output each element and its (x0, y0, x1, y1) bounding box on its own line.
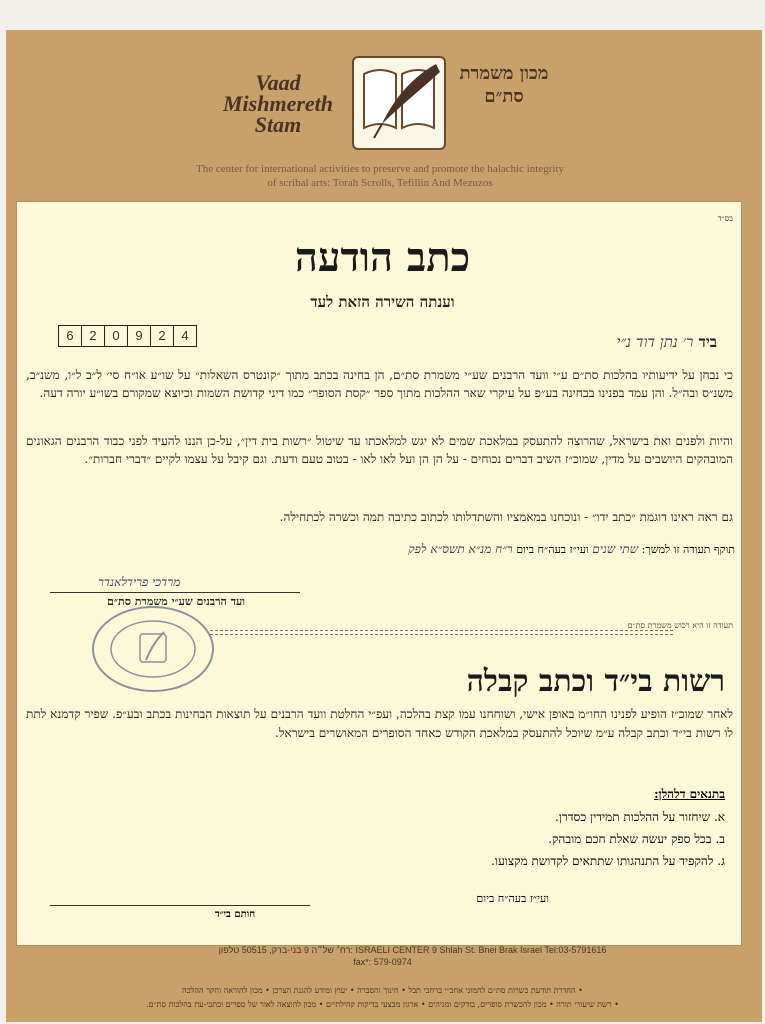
conditions-list (200, 806, 725, 872)
rabbinical-stamp-icon (92, 606, 214, 692)
address-english: ISRAELI CENTER 9 Shlah St. Bnei Brak Israel Tel:03-5791616 (355, 945, 607, 955)
address-hebrew: רח׳ של״ה 9 בני-ברק, 50515 טלפון: (218, 945, 353, 955)
serial-number (58, 325, 197, 347)
serial-digit: 2 (150, 326, 173, 346)
validity-period-handwritten: שתי שנים (592, 542, 639, 556)
serial-digit: 9 (127, 326, 150, 346)
certificate-title: כתב הודעה (294, 234, 471, 281)
court-signature-line (50, 905, 310, 906)
court-sign-line: ועי״ז בעה״ח ביום (476, 892, 549, 905)
certificate-subtitle: וענתה השירה הזאת לעד (310, 293, 455, 311)
recipient-line (617, 333, 717, 352)
paragraph-examination: כי נבחן על ידיעותיו בהלכות סת״ם ע״י וועד הרבנים שע״י משמרת סת״ם, הן בחינה בכתב מתוך ״קונטרס השאלות״ על שו״ע או״ח סי׳ ל״ב ל״ו, משנ״ב, משנ״ס ובה״ל. והן עמד בפנינו בבחינה בע״פ על עיקרי שאר ההלכות מתוך ספר ״קסת הסופר״ כמו דיני קדושת השמות וכיוצא שמקורם בשו״ע יורה דעה. (26, 368, 733, 400)
by-label: ביד (698, 333, 717, 351)
address-line (120, 945, 705, 955)
recipient-name-handwritten: ר׳ נתן דוד נ״י (616, 333, 694, 351)
footer-activities-1: • החדרת תודעת כשרות סת״ם להמוני אחב״י ברחבי תבל • חינוך והסברה • יעוץ ומידע להגנת הצרכן • מכון להוראה וחקר ההלכה (182, 986, 583, 995)
signature-handwritten: מרדכי פרידלאנדר (98, 575, 181, 589)
condition-item: א. שיחזור על ההלכות תמידין כסדרן. (554, 810, 725, 824)
validity-line (198, 542, 735, 557)
condition-item: ג. להקפיד על התנהגותו שתתאים לקדושת מקצועו. (491, 854, 725, 868)
serial-digit: 2 (81, 326, 104, 346)
signature-line (50, 592, 300, 593)
tagline-line-1: The center for international activities to preserve and promote the halachic integrity (195, 163, 565, 175)
court-seal-label: חותם בי״ד (214, 909, 256, 920)
footer-activities-2: • רשת שיעורי תורה • מכון להכשרת סופרים, בודקים ומגיהים • ארגון מבצעי בדיקות קהילתיים • מכון להוצאה לאור של ספרים וכתבי-עת בהלכות סת״ם. (146, 1000, 619, 1009)
fax-line: fax*: 579-0974 (353, 957, 412, 967)
paragraph-handwriting: גם ראה ראינו דוגמת ״כתב ידו״ - ונוכחנו במאמציו והשתדלותו לכתוב כתיבה תמה וכשרה לכתחילה. (279, 510, 733, 524)
serial-digit: 4 (173, 326, 196, 346)
validity-mid: ועי״ז בעה״ח ביום (516, 543, 589, 556)
logo-hebrew: מכון משמרת סת״ם (459, 63, 549, 107)
paragraph-authorization: לאחר שמוכ״ז הופיע לפנינו החו״מ באופן אישי, ושוחחנו עמו קצת בהלכה, ועפ״י החלטת וועד הרבנים על תוצאות הבחינות בכתב ובע״פ. שפיר קדמנא לתת לו רשות בי״ד וכתב קבלה ע״מ שיוכל להתעסק במלאכת הקודש כאחד הסופרים המאושרים בישראל. (26, 707, 734, 740)
bsd-mark: בס״ד (717, 214, 733, 223)
tagline (150, 162, 610, 190)
property-note: תעודה זו היא רכוש משמרת סת״ם (627, 621, 733, 630)
validity-date-handwritten: ר״ח מנ״א תשס״א לפק (408, 542, 513, 556)
signature-label: ועד הרבנים שע״י משמרת סת״ם (106, 595, 246, 608)
authorization-title: רשות בי״ד וכתב קבלה (466, 664, 725, 699)
tagline-line-2: of scribal arts: Torah Scrolls, Tefillin And Mezuzos (267, 177, 493, 189)
paragraph-testimony: והיות ולפנים ואת בישראל, שהרוצה להתעסק במלאכת שמים לא יגש למלאכתו עד שיטול ״רשות בית דין״, על-כן הננו להעיד לפני כבוד הרבנים הגאונים המובהקים היושבים על מדין, שמוכ״ז השיב דברים נכוחים - על הן הן ועל לאו לאו - בטוב טעם ודעת. וגם קיבל על עצמו לקיים ״דברי חברות״. (26, 434, 733, 466)
section-divider (210, 630, 673, 635)
serial-digit: 0 (104, 326, 127, 346)
serial-digit: 6 (66, 328, 74, 343)
quill-logo-icon (352, 56, 446, 150)
condition-item: ב. בכל ספק יעשה שאלת חכם מובהק. (548, 832, 725, 846)
conditions-heading: בתנאים דלהלן: (654, 787, 725, 801)
validity-prefix: תוקף תעודה זו למשך: (641, 543, 735, 556)
logo-english: Vaad Mishmereth Stam (222, 70, 334, 137)
